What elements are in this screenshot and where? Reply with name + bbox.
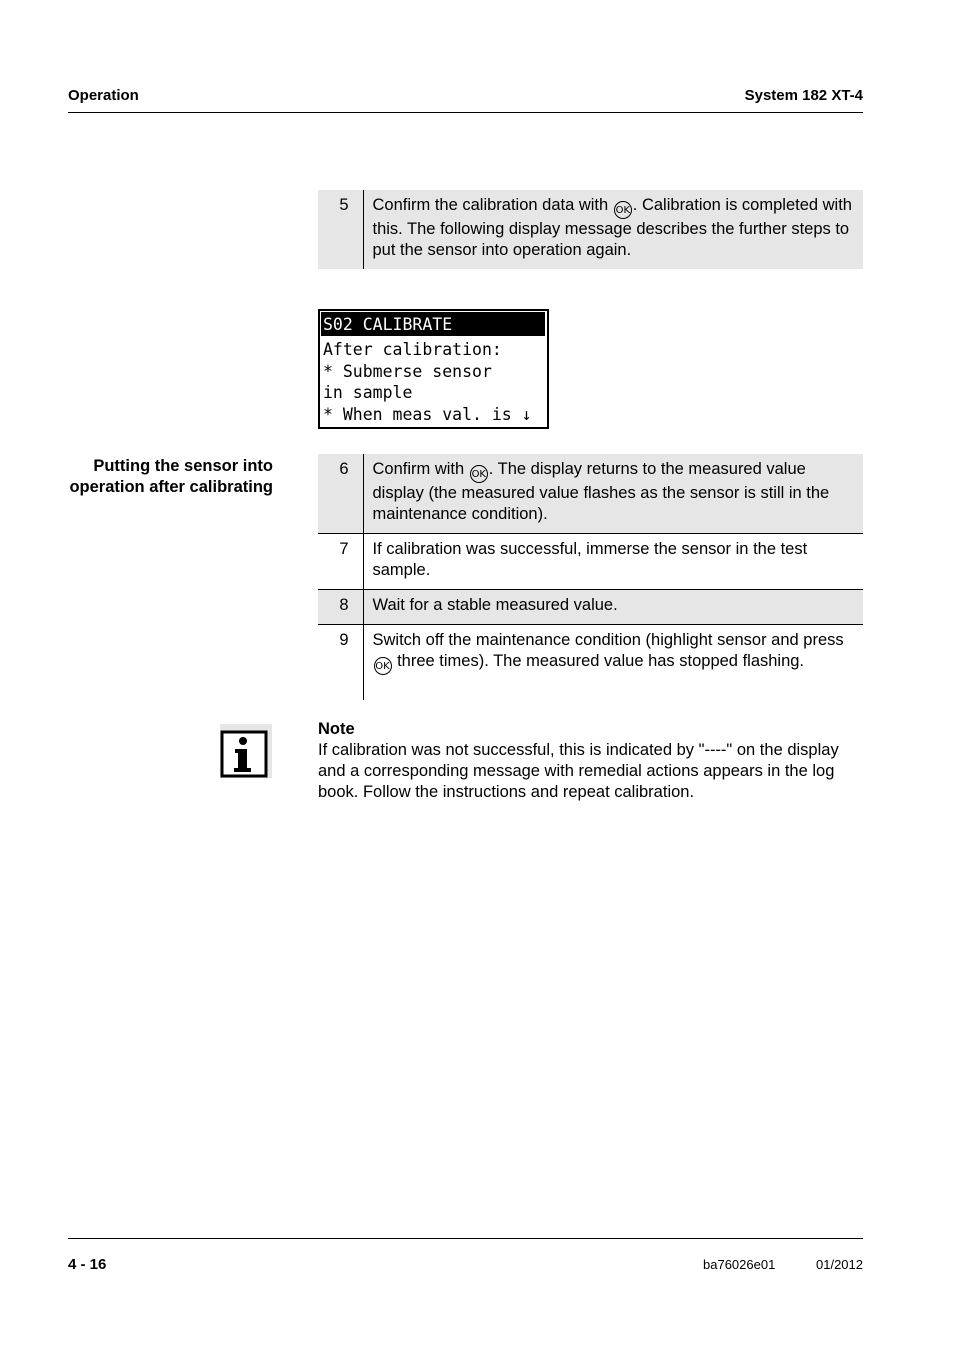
display-line: in sample — [323, 383, 413, 402]
step-text — [363, 190, 863, 269]
step-table-5 — [318, 190, 863, 269]
display-line: * When meas val. is ↓ — [323, 404, 532, 424]
step-text — [363, 454, 863, 534]
note-text: If calibration was not successful, this is indicated by "----" on the display and a corresponding message with remedial actions appears in the log book. Follow the instructions and repeat calibration. — [318, 741, 839, 801]
step-text: If calibration was successful, immerse the sensor in the test sample. — [363, 534, 863, 590]
header-product: System 182 XT-4 — [744, 87, 863, 104]
document-date: 01/2012 — [816, 1257, 863, 1272]
header-rule — [68, 112, 863, 113]
step-row — [318, 454, 863, 534]
header-section: Operation — [68, 87, 139, 104]
display-line: * Submerse sensor — [323, 361, 492, 381]
document-id: ba76026e01 — [703, 1257, 776, 1272]
note-block — [318, 719, 863, 803]
ok-key-icon: OK — [614, 201, 632, 219]
step-number: 7 — [318, 534, 363, 590]
step-number: 5 — [318, 190, 363, 269]
step-text-before: Confirm the calibration data with — [372, 196, 609, 214]
step-text-before: Confirm with — [372, 460, 465, 478]
step-row — [318, 590, 863, 625]
calibration-display — [318, 309, 549, 429]
step-number: 6 — [318, 454, 363, 534]
step-text-after: . The display returns to the measured value display (the measured value flashes as the sensor is still in the maintenance condition). — [372, 460, 830, 523]
step-text — [363, 625, 863, 700]
ok-key-icon: OK — [470, 465, 488, 483]
step-text-after: three times). The measured value has stopped flashing. — [397, 652, 805, 670]
note-title: Note — [318, 720, 355, 738]
footer-rule — [68, 1238, 863, 1239]
side-heading: Putting the sensor into operation after calibrating — [69, 457, 273, 496]
info-icon — [220, 724, 272, 778]
ok-key-icon: OK — [374, 657, 392, 675]
step-table — [318, 454, 863, 700]
step-text-before: Switch off the maintenance condition (highlight sensor and press — [372, 631, 844, 649]
step-text: Wait for a stable measured value. — [363, 590, 863, 625]
step-row — [318, 534, 863, 590]
display-title: S02 CALIBRATE — [321, 312, 545, 336]
display-line: After calibration: — [323, 340, 502, 359]
step-number: 8 — [318, 590, 363, 625]
step-row — [318, 190, 863, 269]
step-number: 9 — [318, 625, 363, 700]
page-number: 4 - 16 — [68, 1256, 107, 1273]
step-text-after: . Calibration is completed with this. The following display message describes the further steps to put the sensor into operation again. — [372, 196, 852, 259]
step-row — [318, 625, 863, 700]
